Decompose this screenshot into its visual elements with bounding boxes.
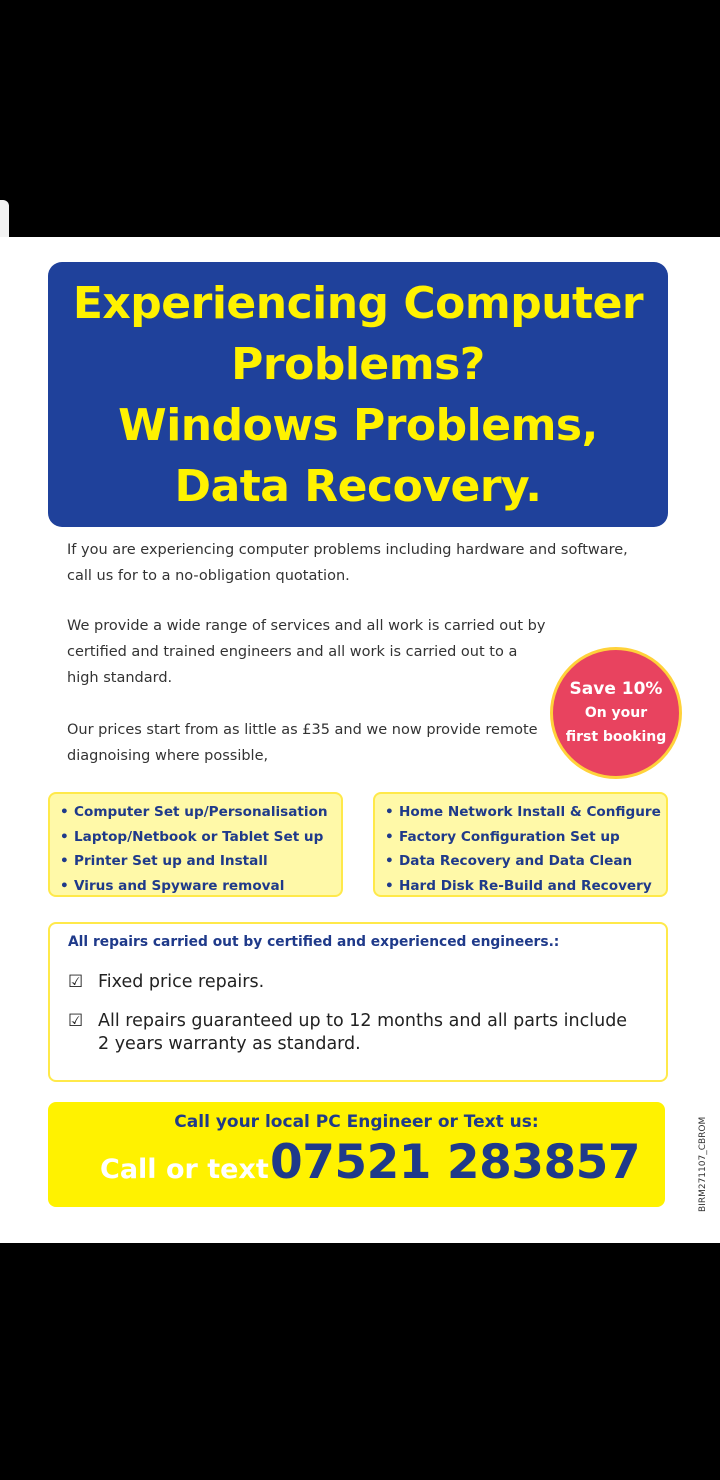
service-label: Hard Disk Re-Build and Recovery [399,877,652,894]
badge-discount: Save 10% [569,679,663,699]
list-item [385,825,666,850]
headline-banner [48,262,668,527]
guarantee-line: 2 years warranty as standard. [98,1034,361,1054]
guarantee-item [68,1010,627,1056]
service-label: Home Network Install & Configure [399,804,661,820]
guarantee-text [98,971,264,994]
list-item [60,800,341,825]
guarantee-text [98,1010,627,1056]
bullet-icon: • [60,828,69,845]
call-to-action-box [48,1102,665,1207]
paragraph-line: We provide a wide range of services and all work is carried out by [67,618,546,634]
list-item [60,874,341,899]
bullet-icon: • [385,828,394,845]
services-list-right [373,792,668,897]
paragraph-line: call us for to a no-obligation quotation. [67,568,350,584]
service-label: Printer Set up and Install [74,853,268,869]
call-heading: Call your local PC Engineer or Text us: [174,1112,539,1132]
headline-title [73,273,643,517]
bullet-icon: • [60,853,69,869]
guarantee-line: All repairs guaranteed up to 12 months and all parts include [98,1011,628,1031]
list-item [385,800,666,825]
bullet-icon: • [385,853,394,869]
headline-line: Problems? [231,338,485,390]
paragraph-line: Our prices start from as little as £35 and we now provide remote [67,722,538,738]
service-label: Computer Set up/Personalisation [74,804,328,820]
services-list-left [48,792,343,897]
headline-line: Windows Problems, [118,399,598,451]
bottom-black-bar [0,1243,720,1480]
service-label: Laptop/Netbook or Tablet Set up [74,828,324,845]
reference-code: BIRM271107_CBROM [698,1116,708,1212]
call-prefix: Call or text [100,1154,269,1185]
service-label: Virus and Spyware removal [74,877,285,894]
phone-number: 07521 283857 [270,1135,641,1190]
list-item [60,849,341,874]
paragraph-line: diagnoising where possible, [67,748,269,764]
intro-paragraph [67,537,657,589]
checkbox-icon: ☑ [68,972,84,992]
top-black-bar [0,0,720,237]
bullet-icon: • [385,804,394,820]
flyer-image [0,237,720,1243]
guarantee-item [68,971,264,994]
service-label: Data Recovery and Data Clean [399,853,633,869]
checkbox-icon: ☑ [68,1011,84,1031]
guarantee-line: Fixed price repairs. [98,972,265,992]
service-label: Factory Configuration Set up [399,828,620,845]
repairs-heading: All repairs carried out by certified and experienced engineers.: [68,934,560,950]
list-item [385,849,666,874]
bullet-icon: • [60,804,69,820]
bullet-icon: • [60,877,69,894]
discount-badge [550,647,682,779]
repairs-guarantee-box [48,922,668,1082]
list-item [385,874,666,899]
headline-line: Experiencing Computer [72,277,644,329]
paragraph-line: high standard. [67,670,173,686]
list-item [60,825,341,850]
paragraph-line: certified and trained engineers and all work is carried out to a [67,644,518,660]
badge-line: On your [584,705,648,721]
badge-line: first booking [565,729,667,745]
paragraph-line: If you are experiencing computer problems including hardware and software, [67,542,628,558]
bullet-icon: • [385,877,394,894]
headline-line: Data Recovery. [174,460,542,512]
